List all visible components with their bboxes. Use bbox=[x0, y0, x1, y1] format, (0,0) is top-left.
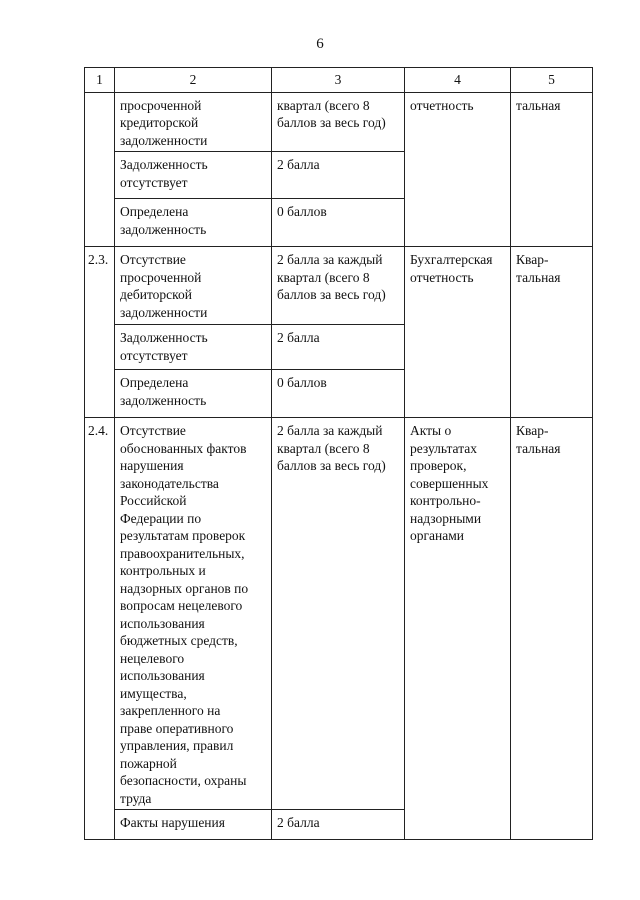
row-number-cell: 2.4. bbox=[85, 418, 115, 840]
points-cell: квартал (всего 8 баллов за весь год) bbox=[272, 92, 405, 152]
source-cell: Бухгалтерская отчетность bbox=[405, 247, 511, 418]
period-cell: Квар- тальная bbox=[511, 418, 593, 840]
header-cell: 1 bbox=[85, 68, 115, 93]
header-cell: 5 bbox=[511, 68, 593, 93]
table-row bbox=[85, 418, 593, 810]
table-row bbox=[85, 92, 593, 152]
source-cell: отчетность bbox=[405, 92, 511, 247]
period-cell: Квар- тальная bbox=[511, 247, 593, 418]
points-cell: 2 балла bbox=[272, 152, 405, 199]
criteria-table bbox=[84, 67, 593, 840]
points-cell: 2 балла bbox=[272, 325, 405, 370]
criterion-cell: Отсутствие обоснованных фактов нарушения законодательства Российской Федерации по результатам проверок правоохранительных, контрольных и надзорных органов по вопросам нецелевого использования бюджетных средств, нецелевого использования имущества, закрепленного на праве оперативного управления, правил пожарной безопасности, охраны труда bbox=[115, 418, 272, 810]
row-number-cell bbox=[85, 92, 115, 247]
criterion-cell: Задолженность отсутствует bbox=[115, 325, 272, 370]
points-cell: 2 балла bbox=[272, 810, 405, 840]
table-row bbox=[85, 247, 593, 325]
criterion-cell: Задолженность отсутствует bbox=[115, 152, 272, 199]
criterion-cell: Определена задолженность bbox=[115, 370, 272, 418]
points-cell: 2 балла за каждый квартал (всего 8 баллов за весь год) bbox=[272, 247, 405, 325]
points-cell: 2 балла за каждый квартал (всего 8 баллов за весь год) bbox=[272, 418, 405, 810]
points-cell: 0 баллов bbox=[272, 199, 405, 247]
criterion-cell: Определена задолженность bbox=[115, 199, 272, 247]
header-cell: 4 bbox=[405, 68, 511, 93]
criterion-cell: Факты нарушения bbox=[115, 810, 272, 840]
table-header-row bbox=[85, 68, 593, 93]
source-cell: Акты о результатах проверок, совершенных контрольно- надзорными органами bbox=[405, 418, 511, 840]
page-number: 6 bbox=[316, 36, 324, 52]
points-cell: 0 баллов bbox=[272, 370, 405, 418]
header-cell: 2 bbox=[115, 68, 272, 93]
period-cell: тальная bbox=[511, 92, 593, 247]
row-number-cell: 2.3. bbox=[85, 247, 115, 418]
criterion-cell: Отсутствие просроченной дебиторской задолженности bbox=[115, 247, 272, 325]
header-cell: 3 bbox=[272, 68, 405, 93]
criterion-cell: просроченной кредиторской задолженности bbox=[115, 92, 272, 152]
